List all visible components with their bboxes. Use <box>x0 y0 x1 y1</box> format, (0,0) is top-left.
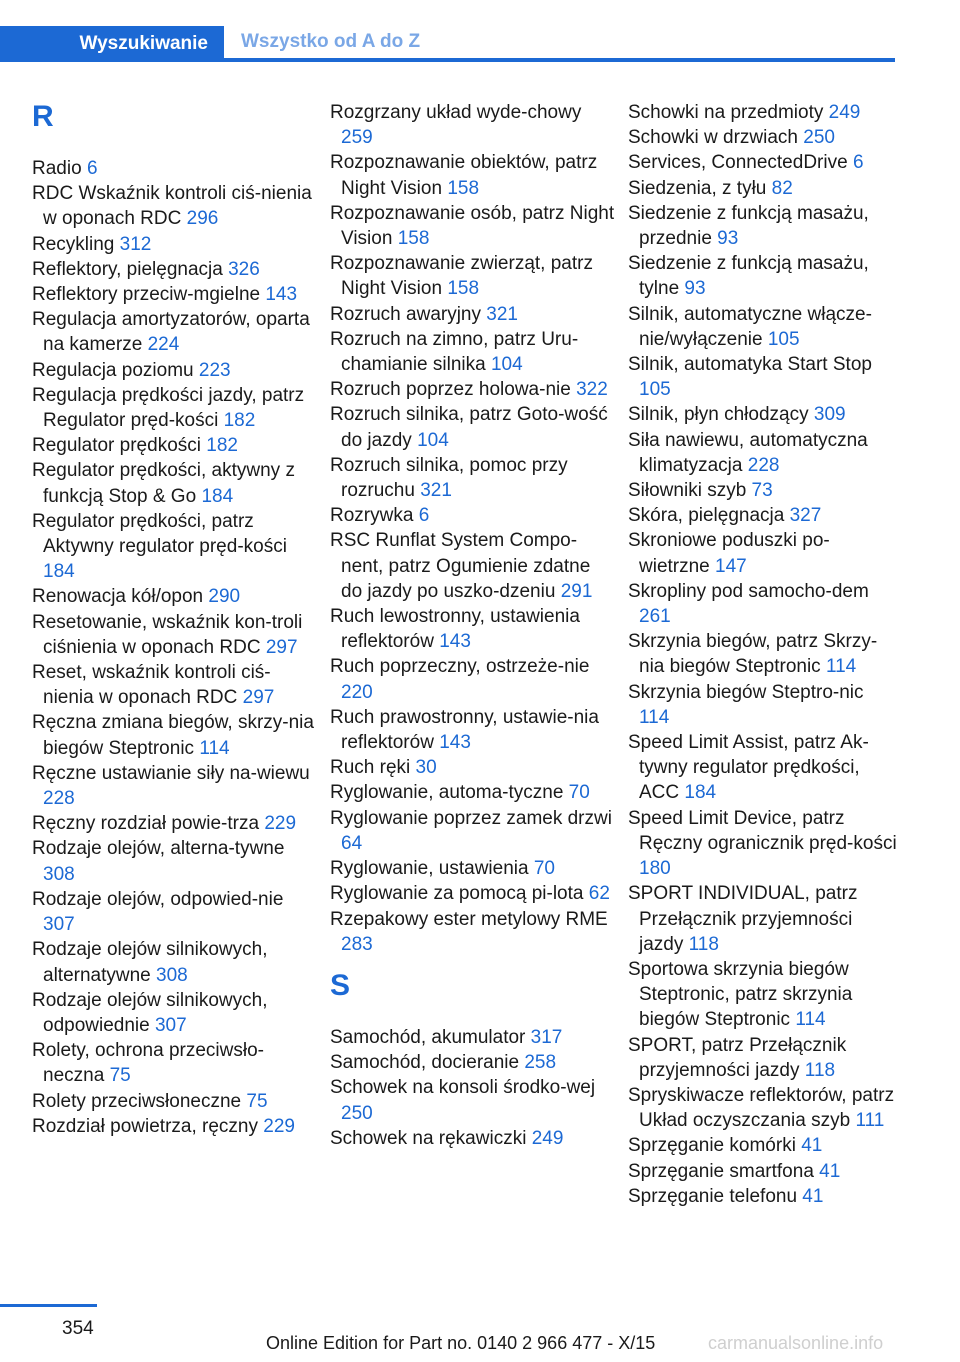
entry-text: Skroniowe poduszki po-wietrzne <box>628 530 830 577</box>
index-entry <box>32 660 317 710</box>
page-link[interactable]: 114 <box>825 656 857 678</box>
entry-text: Skropliny pod samocho-dem <box>628 580 869 602</box>
entry-text: Reset, wskaźnik kontroli ciś-nienia w oponach RDC <box>32 662 271 709</box>
index-entry <box>628 1083 898 1133</box>
page-link[interactable]: 220 <box>341 681 373 703</box>
page-link[interactable]: 182 <box>206 435 238 457</box>
page-link[interactable]: 6 <box>852 152 864 174</box>
index-entry <box>32 1038 317 1088</box>
index-entry <box>32 232 317 257</box>
section-letter-r: R <box>32 100 54 133</box>
page-link[interactable]: 111 <box>855 1110 885 1132</box>
index-entry <box>330 201 615 251</box>
page-link[interactable]: 184 <box>43 561 75 583</box>
index-entry <box>32 610 317 660</box>
footer-rule <box>0 1304 97 1307</box>
entry-text: Regulacja poziomu <box>32 359 194 381</box>
page-link[interactable]: 297 <box>265 636 298 658</box>
page-link[interactable]: 73 <box>751 480 773 502</box>
page-link[interactable]: 184 <box>684 782 717 804</box>
entries-list <box>32 156 317 1139</box>
page-link[interactable]: 114 <box>639 706 670 728</box>
index-entry <box>628 528 898 578</box>
watermark: carmanualsonline.info <box>708 1333 884 1353</box>
page-number: 354 <box>62 1318 94 1339</box>
page-link[interactable]: 82 <box>771 177 793 199</box>
index-entry <box>330 654 615 704</box>
entry-text: Rodzaje olejów, alterna-tywne <box>32 838 285 860</box>
index-entry <box>32 156 317 181</box>
page-link[interactable]: 297 <box>242 687 275 709</box>
page-link[interactable]: 250 <box>341 1102 373 1124</box>
index-entry <box>330 327 615 377</box>
index-entry <box>628 881 898 957</box>
entry-text: Schowek na konsoli środko-wej <box>330 1077 596 1099</box>
entry-text: Schowki w drzwiach <box>628 127 798 149</box>
index-entry <box>628 957 898 1033</box>
entry-text: Ryglowanie poprzez zamek drzwi <box>330 807 612 829</box>
entry-text: Ryglowanie, ustawienia <box>330 858 529 880</box>
index-column-2 <box>330 100 615 1151</box>
page-link[interactable]: 327 <box>789 505 822 527</box>
index-entry <box>330 503 615 528</box>
entry-text: Rozpoznawanie zwierząt, patrz Night Vision <box>330 253 593 300</box>
page-link[interactable]: 261 <box>639 606 671 628</box>
entry-text: Regulator prędkości, patrz Aktywny regulator pręd-kości <box>32 510 287 558</box>
page-link[interactable]: 105 <box>639 379 671 401</box>
entry-text: Ręczna zmiana biegów, skrzy-nia biegów Steptronic <box>32 712 314 759</box>
entry-text: Rodzaje olejów, odpowied-nie <box>32 888 284 910</box>
entry-text: Siedzenia, z tyłu <box>628 177 767 199</box>
entry-text: Ręczny rozdział powie-trza <box>32 813 260 835</box>
index-entry <box>628 503 898 528</box>
index-entry <box>330 1050 615 1075</box>
index-entry <box>330 881 615 906</box>
index-entry <box>330 755 615 780</box>
index-entry <box>32 584 317 609</box>
entry-text: SPORT, patrz Przełącznik przyjemności jazdy <box>628 1034 847 1081</box>
entry-text: Rodzaje olejów silnikowych, odpowiednie <box>32 989 268 1036</box>
entries-list <box>330 100 615 957</box>
index-entry <box>330 705 615 755</box>
index-entry <box>628 730 898 806</box>
index-entry <box>330 150 615 200</box>
entry-text: RSC Runflat System Compo-nent, patrz Ogumienie zdatne do jazdy po uszko-dzeniu <box>330 530 591 602</box>
entry-text: Services, ConnectedDrive <box>628 152 848 174</box>
index-entry <box>330 604 615 654</box>
page-link[interactable]: 30 <box>415 757 437 779</box>
page-link[interactable]: 93 <box>717 228 739 250</box>
page-link[interactable]: 229 <box>263 1115 295 1137</box>
index-entry <box>330 302 615 327</box>
entry-text: Regulator prędkości <box>32 435 201 457</box>
page-link[interactable]: 143 <box>439 732 471 754</box>
entry-text: Siła nawiewu, automatyczna klimatyzacja <box>628 429 868 476</box>
page-link[interactable]: 326 <box>228 258 260 280</box>
index-entry <box>628 100 898 125</box>
page-link[interactable]: 258 <box>524 1052 557 1074</box>
index-entry <box>32 887 317 937</box>
index-entry <box>32 509 317 585</box>
entry-text: Rozruch awaryjny <box>330 303 481 325</box>
entry-text: Recykling <box>32 233 115 255</box>
entry-text: Rozpoznawanie obiektów, patrz Night Vision <box>330 152 598 199</box>
index-entry <box>628 1159 898 1184</box>
page-link[interactable]: 158 <box>447 278 480 300</box>
entry-text: Rozruch na zimno, patrz Uru-chamianie silnika <box>330 328 579 376</box>
entry-text: Rozruch poprzez holowa-nie <box>330 379 571 401</box>
entry-text: Ruch prawostronny, ustawie-nia reflektorów <box>330 706 599 754</box>
entry-text: Ruch ręki <box>330 757 411 779</box>
entry-text: Rolety, ochrona przeciwsło-neczna <box>32 1040 264 1087</box>
entry-text: Ruch poprzeczny, ostrzeże-nie <box>330 656 590 678</box>
entry-text: Sprzęganie smartfona <box>628 1160 814 1182</box>
page-link[interactable]: 307 <box>43 914 75 936</box>
page-link[interactable]: 41 <box>802 1185 824 1207</box>
index-entry <box>628 478 898 503</box>
entry-text: Speed Limit Assist, patrz Ak-tywny regulator prędkości, ACC <box>628 732 869 804</box>
index-entry <box>32 358 317 383</box>
index-entry <box>330 780 615 805</box>
page-link[interactable]: 41 <box>819 1160 841 1182</box>
index-entry <box>32 836 317 886</box>
page-link[interactable]: 184 <box>201 485 234 507</box>
entry-text: Radio <box>32 158 82 179</box>
entry-text: Siłowniki szyb <box>628 480 747 502</box>
index-entry <box>330 453 615 503</box>
page-link[interactable]: 147 <box>715 555 747 577</box>
entry-text: Silnik, automatyczne włącze-nie/wyłączenie <box>628 303 872 350</box>
entry-text: Reflektory przeciw-mgielne <box>32 284 261 306</box>
entry-text: Renowacja kół/opon <box>32 586 204 608</box>
entry-text: Samochód, docieranie <box>330 1052 520 1074</box>
index-entry <box>628 176 898 201</box>
entry-text: Regulacja amortyzatorów, oparta na kamerze <box>32 309 310 356</box>
page-link[interactable]: 224 <box>147 334 180 356</box>
index-entry <box>330 251 615 301</box>
page-link[interactable]: 312 <box>119 233 152 255</box>
page-link[interactable]: 182 <box>223 410 256 432</box>
entry-text: Siedzenie z funkcją masażu, przednie <box>628 202 869 250</box>
page-link[interactable]: 259 <box>341 127 373 149</box>
entry-text: Ryglowanie, automa-tyczne <box>330 782 564 804</box>
index-entry <box>330 528 615 604</box>
index-entry <box>32 761 317 811</box>
entry-text: Rozruch silnika, patrz Goto-wość do jazdy <box>330 404 608 451</box>
entry-text: SPORT INDIVIDUAL, patrz Przełącznik przyjemności jazdy <box>628 883 858 955</box>
entry-text: Ruch lewostronny, ustawienia reflektorów <box>330 606 580 653</box>
index-entry <box>628 1133 898 1158</box>
section-letter-s: S <box>330 968 351 1002</box>
entry-text: Rolety przeciwsłoneczne <box>32 1090 242 1112</box>
index-entry <box>330 907 615 957</box>
page-link[interactable]: 104 <box>490 354 523 376</box>
page-link[interactable]: 308 <box>156 964 188 986</box>
tab-search[interactable]: Wyszukiwanie <box>0 26 224 62</box>
page-link[interactable]: 62 <box>588 883 610 905</box>
page-link[interactable]: 114 <box>199 737 230 759</box>
index-entry <box>628 251 898 301</box>
page-link[interactable]: 41 <box>801 1135 823 1157</box>
page-link[interactable]: 104 <box>417 429 449 451</box>
index-entry <box>628 402 898 427</box>
index-entry <box>32 433 317 458</box>
entry-text: Rzepakowy ester metylowy RME <box>330 908 608 930</box>
page-link[interactable]: 296 <box>186 208 219 230</box>
page-link[interactable]: 308 <box>43 863 75 885</box>
index-entry <box>628 629 898 679</box>
page-link[interactable]: 64 <box>341 832 363 854</box>
index-entry <box>32 458 317 508</box>
index-entry <box>330 1126 615 1151</box>
index-entry <box>32 307 317 357</box>
index-entry <box>330 856 615 881</box>
entry-text: Regulacja prędkości jazdy, patrz Regulator pręd-kości <box>32 384 305 432</box>
index-entry <box>32 710 317 760</box>
entry-text: Silnik, płyn chłodzący <box>628 404 809 426</box>
page-link[interactable]: 118 <box>688 933 719 955</box>
entry-text: Regulator prędkości, aktywny z funkcją Stop & Go <box>32 460 295 507</box>
index-entry <box>628 680 898 730</box>
index-entry <box>32 937 317 987</box>
entry-text: Rozdział powietrza, ręczny <box>32 1115 258 1137</box>
page-link[interactable]: 317 <box>530 1026 563 1048</box>
page-link[interactable]: 143 <box>439 631 471 653</box>
entry-text: Rozrywka <box>330 505 414 527</box>
entries-list <box>330 1025 615 1151</box>
entry-text: Rozruch silnika, pomoc przy rozruchu <box>330 454 568 502</box>
page-link[interactable]: 250 <box>803 127 835 149</box>
entry-text: Skrzynia biegów Steptro-nic <box>628 681 864 703</box>
index-entry <box>628 1184 898 1209</box>
page-link[interactable]: 307 <box>154 1014 187 1036</box>
entry-text: Reflektory, pielęgnacja <box>32 258 223 280</box>
page-link[interactable]: 309 <box>813 404 846 426</box>
entry-text: Siedzenie z funkcją masażu, tylne <box>628 253 869 300</box>
entry-text: Rozpoznawanie osób, patrz Night Vision <box>330 202 615 250</box>
entry-text: Rodzaje olejów silnikowych, alternatywne <box>32 939 268 986</box>
entry-text: Schowki na przedmioty <box>628 102 824 123</box>
entry-text: Speed Limit Device, patrz Ręczny ogranicznik pręd-kości <box>628 807 897 854</box>
page-link[interactable]: 70 <box>533 858 555 880</box>
index-entry <box>32 988 317 1038</box>
page-link[interactable]: 93 <box>684 278 706 300</box>
entries-list <box>628 100 898 1209</box>
index-entry <box>32 1089 317 1114</box>
entry-text: Rozgrzany układ wyde-chowy <box>330 102 582 123</box>
index-entry <box>32 181 317 231</box>
page-link[interactable]: 321 <box>486 303 518 325</box>
index-entry <box>32 811 317 836</box>
page-link[interactable]: 283 <box>341 933 373 955</box>
page-link[interactable]: 143 <box>265 284 298 306</box>
index-entry <box>330 1025 615 1050</box>
entry-text: Sprzęganie telefonu <box>628 1185 798 1207</box>
index-entry <box>628 302 898 352</box>
index-entry <box>628 1033 898 1083</box>
entry-text: RDC Wskaźnik kontroli ciś-nienia w oponach RDC <box>32 183 312 230</box>
entry-text: Silnik, automatyka Start Stop <box>628 354 872 376</box>
page-link[interactable]: 249 <box>531 1127 564 1149</box>
tab-a-to-z[interactable]: Wszystko od A do Z <box>241 31 421 52</box>
entry-text: Skrzynia biegów, patrz Skrzy-nia biegów Steptronic <box>628 631 878 678</box>
entry-text: Ryglowanie za pomocą pi-lota <box>330 883 584 905</box>
index-entry <box>330 806 615 856</box>
index-entry <box>32 383 317 433</box>
index-entry <box>628 428 898 478</box>
index-column-1 <box>32 100 317 1139</box>
page-link[interactable]: 118 <box>804 1059 836 1081</box>
entry-text: Ręczne ustawianie siły na-wiewu <box>32 762 310 784</box>
page-link[interactable]: 75 <box>109 1065 131 1087</box>
page-link[interactable]: 6 <box>86 158 98 179</box>
index-entry <box>330 377 615 402</box>
page-link[interactable]: 290 <box>208 586 241 608</box>
page-link[interactable]: 105 <box>767 328 800 350</box>
entry-text: Sportowa skrzynia biegów Steptronic, patrz skrzynia biegów Steptronic <box>628 958 853 1031</box>
page-link[interactable]: 228 <box>747 454 780 476</box>
page-link[interactable]: 70 <box>568 782 590 804</box>
page-link[interactable]: 228 <box>43 788 75 810</box>
entry-text: Spryskiwacze reflektorów, patrz Układ oczyszczania szyb <box>628 1084 895 1132</box>
index-entry <box>628 806 898 882</box>
index-entry <box>628 201 898 251</box>
index-entry <box>628 150 898 175</box>
header-underline <box>0 58 895 62</box>
page-link[interactable]: 321 <box>420 480 452 502</box>
page-link[interactable]: 6 <box>418 505 430 527</box>
page-link[interactable]: 158 <box>447 177 480 199</box>
entry-text: Samochód, akumulator <box>330 1026 526 1048</box>
entry-text: Sprzęganie komórki <box>628 1135 796 1157</box>
page-link[interactable]: 114 <box>795 1009 826 1031</box>
edition-text: Online Edition for Part no. 0140 2 966 477 - X/15 <box>266 1333 656 1353</box>
index-entry <box>628 125 898 150</box>
index-entry <box>628 352 898 402</box>
index-column-3 <box>628 100 898 1209</box>
page-link[interactable]: 229 <box>264 813 297 835</box>
index-entry <box>330 402 615 452</box>
entry-text: Skóra, pielęgnacja <box>628 505 785 527</box>
entry-text: Resetowanie, wskaźnik kon-troli ciśnienia w oponach RDC <box>32 611 303 658</box>
page-link[interactable]: 180 <box>639 858 671 880</box>
page-link[interactable]: 223 <box>198 359 231 381</box>
page-link[interactable]: 249 <box>828 102 861 123</box>
index-entry <box>32 1114 317 1139</box>
page-link[interactable]: 75 <box>246 1090 268 1112</box>
entry-text: Schowek na rękawiczki <box>330 1127 527 1149</box>
page-link[interactable]: 158 <box>397 228 430 250</box>
index-entry <box>330 1075 615 1125</box>
page-link[interactable]: 291 <box>560 580 593 602</box>
index-entry <box>32 282 317 307</box>
index-entry <box>330 100 615 150</box>
page-link[interactable]: 322 <box>576 379 608 401</box>
index-entry <box>628 579 898 629</box>
index-entry <box>32 257 317 282</box>
